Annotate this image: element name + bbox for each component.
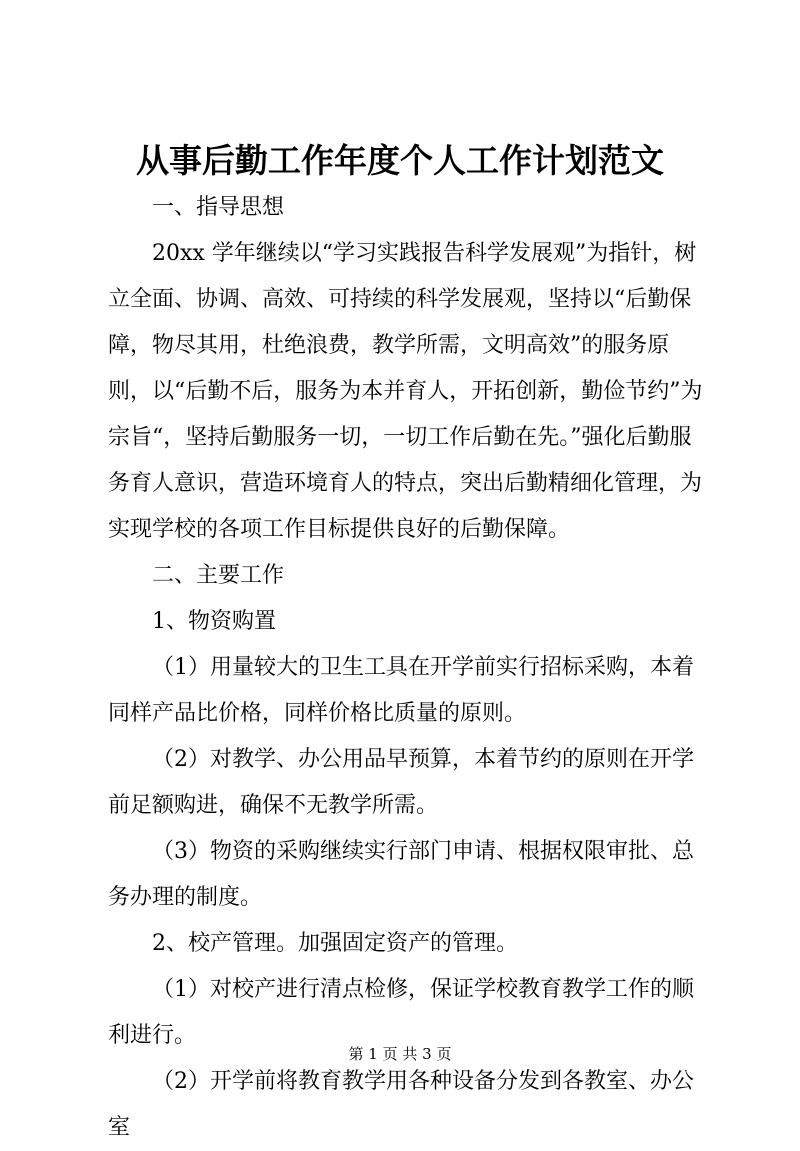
document-body [108,185,708,1151]
paragraph-asset-2: （2）开学前将教育教学用各种设备分发到各教室、办公室 [108,1069,694,1140]
section-heading-main-work: 二、主要工作 [152,563,285,588]
subheading-material-purchase: 1、物资购置 [152,609,276,634]
subheading-asset-management: 2、校产管理。加强固定资产的管理。 [152,931,518,956]
page-footer: 第 1 页 共 3 页 [348,1045,452,1063]
section-heading-guiding-ideology: 一、指导思想 [152,195,285,220]
paragraph-asset-1: （1）对校产进行清点检修，保证学校教育教学工作的顺利进行。 [108,977,694,1048]
paragraph-purchase-2: （2）对教学、办公用品早预算，本着节约的原则在开学前足额购进，确保不无教学所需。 [108,747,694,818]
document-title: 从事后勤工作年度个人工作计划范文 [136,141,664,180]
paragraph-guiding-ideology: 20xx 学年继续以“学习实践报告科学发展观”为指针，树立全面、协调、高效、可持续的科学发展观，坚持以“后勤保障，物尽其用，杜绝浪费，教学所需，文明高效”的服务原则，以“后勤不后，服务为本并育人，开拓创新，勤俭节约”为宗旨“，坚持后勤服务一切，一切工作后勤在先。”强化后勤服务育人意识，营造环境育人的特点，突出后勤精细化管理，为实现学校的各项工作目标提供良好的后勤保障。 [108,241,703,542]
paragraph-purchase-3: （3）物资的采购继续实行部门申请、根据权限审批、总务办理的制度。 [108,839,694,910]
paragraph-purchase-1: （1）用量较大的卫生工具在开学前实行招标采购，本着同样产品比价格，同样价格比质量的原则。 [108,655,694,726]
